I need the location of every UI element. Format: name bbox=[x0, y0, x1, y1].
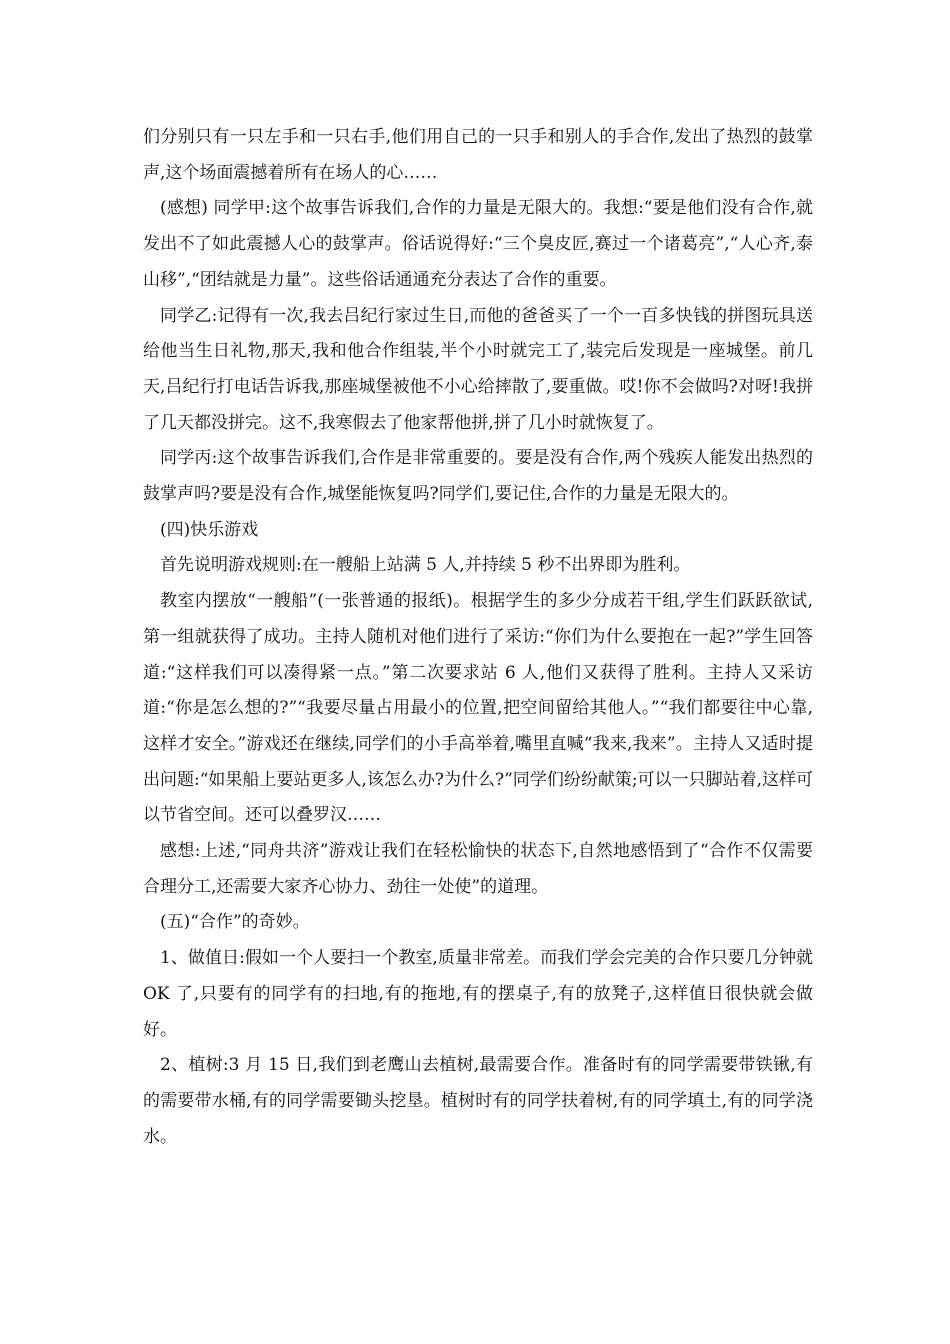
paragraph: 同学乙:记得有一次,我去吕纪行家过生日,而他的爸爸买了一个一百多快钱的拼图玩具送给他当生日礼物,那天,我和他合作组装,半个小时就完工了,装完后发现是一座城堡。前几天,吕纪行打电话告诉我,那座城堡被他不小心给摔散了,要重做。哎!你不会做吗?对呀!我拼了几天都没拼完。这不,我寒假去了他家帮他拼,拼了几小时就恢复了。 bbox=[143, 305, 813, 433]
document-body bbox=[143, 120, 813, 1155]
paragraph: 教室内摆放“一艘船”(一张普通的报纸)。根据学生的多少分成若干组,学生们跃跃欲试,第一组就获得了成功。主持人随机对他们进行了采访:“你们为什么要抱在一起?”学生回答道:“这样我们可以凑得紧一点。”第二次要求站 6 人,他们又获得了胜利。主持人又采访道:“你是怎么想的?”“我要尽量占用最小的位置,把空间留给其他人。”“我们都要往中心靠,这样才安全。”游戏还在继续,同学们的小手高举着,嘴里直喊“我来,我来”。主持人又适时提出问题:“如果船上要站更多人,该怎么办?为什么?”同学们纷纷献策;可以一只脚站着,这样可以节省空间。还可以叠罗汉…… bbox=[143, 591, 813, 826]
paragraph: 们分别只有一只左手和一只右手,他们用自己的一只手和别人的手合作,发出了热烈的鼓掌声,这个场面震撼着所有在场人的心…… bbox=[143, 127, 813, 183]
paragraph: 感想:上述,“同舟共济”游戏让我们在轻松愉快的状态下,自然地感悟到了“合作不仅需要合理分工,还需要大家齐心协力、劲往一处使”的道理。 bbox=[143, 841, 813, 897]
paragraph: 首先说明游戏规则:在一艘船上站满 5 人,并持续 5 秒不出界即为胜利。 bbox=[160, 555, 691, 576]
list-item: 2、植树:3 月 15 日,我们到老鹰山去植树,最需要合作。准备时有的同学需要带铁锹,有的需要带水桶,有的同学需要锄头挖垦。植树时有的同学扶着树,有的同学填土,有的同学浇水。 bbox=[143, 1055, 813, 1147]
paragraph: (感想) 同学甲:这个故事告诉我们,合作的力量是无限大的。我想:“要是他们没有合作,就发出不了如此震撼人心的鼓掌声。俗话说得好:“三个臭皮匠,赛过一个诸葛亮”,“人心齐,泰山移”,“团结就是力量”。这些俗话通通充分表达了合作的重要。 bbox=[143, 198, 813, 290]
paragraph: 同学丙:这个故事告诉我们,合作是非常重要的。要是没有合作,两个残疾人能发出热烈的鼓掌声吗?要是没有合作,城堡能恢复吗?同学们,要记住,合作的力量是无限大的。 bbox=[143, 448, 813, 505]
section-heading: (四)快乐游戏 bbox=[160, 519, 259, 540]
list-item: 1、做值日:假如一个人要扫一个教室,质量非常差。而我们学会完美的合作只要几分钟就 OK 了,只要有的同学有的扫地,有的拖地,有的摆桌子,有的放凳子,这样值日很快就会做好。 bbox=[143, 948, 813, 1040]
section-heading: (五)“合作”的奇妙。 bbox=[160, 912, 310, 933]
